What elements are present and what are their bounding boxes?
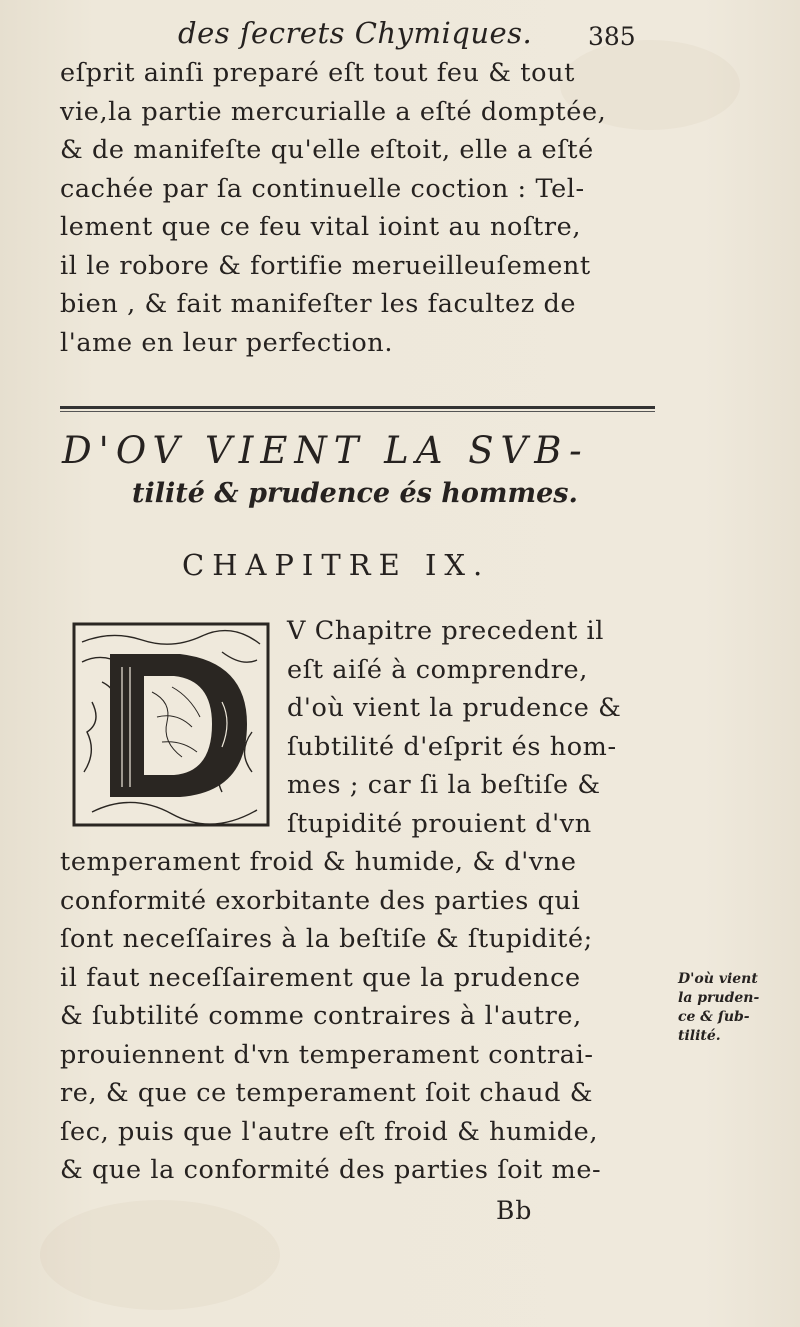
text-line: prouiennent d'vn temperament contrai- (60, 1039, 594, 1070)
chapter-title-line: D'OV VIENT LA SVB- (62, 429, 589, 472)
text-line: temperament froid & humide, & d'vne (60, 847, 577, 877)
text-line: mes ; car ſi la beſtiſe & (287, 770, 601, 800)
text-line: eſprit ainſi preparé eſt tout feu & tout (60, 58, 575, 88)
text-line: re, & que ce temperament ſoit chaud & (60, 1078, 594, 1108)
text-line: & ſubtilité comme contraires à l'autre, (60, 1001, 582, 1031)
text-line: eſt aiſé à comprendre, (287, 654, 588, 685)
chapter-number: CHAPITRE IX. (182, 548, 491, 582)
running-title: des ſecrets Chymiques. (178, 16, 533, 50)
chapter-title-line: tilité & prudence és hommes. (132, 478, 578, 509)
chapter-title (60, 428, 660, 514)
text-line: & de manifeſte qu'elle eſtoit, elle a eſté (60, 135, 594, 165)
text-line: ſubtilité d'eſprit és hom- (287, 731, 617, 762)
section-rule (60, 406, 655, 409)
text-line: ſtupidité prouient d'vn (287, 808, 592, 839)
chapter-paragraph (60, 612, 680, 1190)
text-line: vie,la partie mercurialle a eſté domptée, (60, 96, 607, 127)
text-line: ſont neceſſaires à la beſtiſe & ſtupidité; (60, 924, 593, 954)
marginal-note-line: tilité. (678, 1028, 721, 1044)
text-line: il le robore & fortifie merueilleuſement (60, 250, 591, 281)
text-line: d'où vient la prudence & (287, 693, 622, 723)
text-line: il faut neceſſairement que la prudence (60, 962, 581, 993)
text-line: V Chapitre precedent il (287, 616, 605, 646)
text-line: lement que ce feu vital ioint au noſtre, (60, 212, 582, 242)
text-line: ſec, puis que l'autre eſt froid & humide, (60, 1116, 599, 1147)
marginal-note (678, 970, 800, 1046)
text-line: bien , & fait manifeſter les facultez de (60, 289, 577, 319)
section-rule-thin (60, 411, 655, 412)
page-number: 385 (588, 22, 636, 51)
signature-mark: Bb (496, 1196, 533, 1225)
marginal-note-line: D'où vient (678, 971, 758, 987)
text-line: & que la conformité des parties ſoit me- (60, 1155, 602, 1185)
opening-paragraph (60, 54, 660, 362)
marginal-note-line: ce & ſub- (678, 1009, 750, 1025)
text-line: l'ame en leur perfection. (60, 327, 394, 358)
marginal-note-line: la pruden- (678, 990, 760, 1006)
text-line: conformité exorbitante des parties qui (60, 885, 581, 916)
paper-stain (40, 1200, 280, 1310)
text-line: cachée par ſa continuelle coction : Tel- (60, 173, 585, 204)
